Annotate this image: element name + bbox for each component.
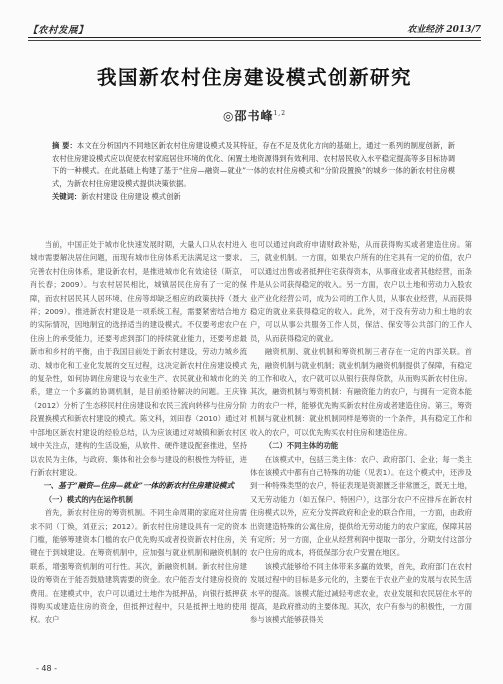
subsection-heading: （一）模式的内在运作机制 [44, 494, 133, 504]
abstract-text: 本文在分析国内不同地区新农村住房建设模式及其特征，存在不足及优化方向的基础上，通过一系列的制度创新，新农村住房建设模式应以促使农村家庭居住环境的优化、闲置土地资源得到有效利用、农村居民收入水平稳定提高等多目标协调下的一种模式。在此基础上构建了基于“住房—融资—就业”一体的农村住房模式和“分阶段置换”的城乡一体的新农村住房模式，为新农村住房建设模式提供决策依据。 [52, 141, 456, 189]
author-name: 邵书峰 [234, 109, 274, 123]
abstract-block [52, 140, 455, 204]
header-rule-thin [28, 40, 481, 41]
paragraph: 该模式能够给不同主体带来多赢的效果，首先，政府部门在农村发展过程中的目标是多元化的，主要在于农业产业的发展与农民生活水平的提高。该模式能过减轻考虑农业，农业发展和农民居住水平的提高，是政府推动的主要体现。其次，农户有参与的积极性，一方面参与该模式能够获得关 [250, 561, 472, 625]
abstract [52, 140, 455, 191]
paragraph: 首先，新农村住房的筹资机制。不同生命周期的家庭对住房需求不同（丁焕，刘亚云；2012）。新农村住房建设具有一定的资本门槛，能够筹建资本门槛的农户优先购买或者投资新农村住房，关键在于到城建设。在筹资机制中，应加强与就业机制和融资机制的联系，增强筹资机制的可行性。其次，新融资机制。新农村住房建设的筹资在于能否鼓励建筑需要的资金。农户能否支付建房投资的费用。在建模式中，农户可以通过土地作为抵押品，向银行抵押获得购买或建造住房的资金，但抵押过程中，只是抵押土地的使用权。农户 [30, 508, 247, 625]
keywords-text: 新农村建设 住房建设 模式创新 [81, 191, 181, 201]
abstract-label: 摘 要： [52, 141, 77, 150]
page-number: - 48 - [36, 664, 58, 673]
left-column [30, 238, 247, 627]
subsection-heading: （二）不同主体的功能 [264, 441, 339, 451]
journal-issue: 农业经济 2013/7 [407, 25, 481, 35]
keywords [52, 191, 455, 204]
paragraph: 也可以通过向政府申请财政补贴，从而获得购买或者建造住房。第三，就业机制。一方面，如果农户所有的住宅具有一定的价值，农户可以通过出售或者抵押住宅获得资本，从事商业或者其他经营，而条件是从公司获得稳定的收入。另一方面，农户以土地和劳动力入股农业产业化经营公司，成为公司的工作人员，从事农业经营，从而获得稳定的就业来获得稳定的收入。此外，对于没有劳动力和土地的农户，可以从事公共服务工作人员，保洁、保安等公共部门的工作人员，从而获得稳定的就业。 [250, 240, 472, 343]
paragraph: 当前，中国正处于城市化快速发展时期，大量人口从农村进入城市需要解决居住问题，而现有城市住房体系无法满足这一要求。完善农村住房体系，建设新农村，是推进城市化有效途径（斯京，肖长春；2009）。与农村居民相比，城镇居民住房有了一定的保障，而农村居民其人居环境、住房等却缺乏相应的政策扶持（聂大祥；2009）。推进新农村建设是一项系统工程，需要紧密结合地方的实际情况，因地制宜的选择适当的建设模式。不仅要考虑农户在住房上的承受能力，还要考虑到部门的持续就业能力，还要考虑最新市和乡村的平衡，由于我国目前处于新农村建设，劳动力城乡流动、城市化和工业化发展的交互过程，这决定新农村住房建设模式的复杂性，如何协调住房建设与农业生产、农民就业和城市化的关系，建立一个多赢的协调机制，是目前亟待解决的问题。王庆锋（2012）分析了生态移民村住房建设和农民三流向转移与住房分阶段置换模式和新农村建设的模式。陈文科，刘田春（2010）通过对中部地区新农村建设的经验总结，认为应该通过对城镇和新农村区域中关注点，建构的生活设施，从软件、硬件建设配套推进，坚持以农民为主体，与政府、集体和社会参与建设的积极性为特征，进行新农村建设。 [30, 240, 247, 477]
section-label: 【农村发展】 [28, 25, 89, 36]
article-title: 我国新农村住房建设模式创新研究 [96, 66, 412, 89]
keywords-label: 关键词： [52, 191, 82, 201]
author-mark: ◎ [222, 109, 235, 123]
header-rule-thick [28, 37, 481, 38]
paragraph: 融资机制、就业机制和筹资机制三者存在一定的内部关联。首先，融资机制与就业机制；就业机制为融资机制提供了保障，有稳定的工作和收入，农户就可以从银行获得贷款，从而购买新农村住房。其次，融资机制与筹资机制：有融资能力的农户，与拥有一定资本能力的农户一样，能够优先购买新农村住房或者建造住房。第三，筹资机制与就业机制：就业机制同样是筹资的一个条件，具有稳定工作和收入的农户，可以优先购买农村住房和建造住房。 [250, 347, 472, 437]
author-line [28, 107, 481, 124]
paragraph: 在该模式中，包括三类主体：农户、政府部门、企业；每一类主体在该模式中都有自己特殊的功能（见表1）。在这个模式中，还涉及到一种特殊类型的农户，特征表现是资源匮乏非常匮乏，既无土地，又无劳动能力（如五保户、特困户），这部分农户不应排斥在新农村住房模式以外，应充分发挥政府和企业的联合作用，一方面，由政府出资建造特殊的公寓住房，提供给无劳动能力的农户家庭，保障其居有定所；另一方面，企业从经营利润中提取一部分，分期支付这部分农户住房的成本，将低保部分农户安置在地区。 [250, 454, 472, 558]
running-header [28, 22, 481, 36]
right-column [250, 238, 472, 627]
section-heading: 一、基于“融资—住房—就业”一体的新农村住房建设模式 [43, 481, 234, 491]
author-affiliation: 1,2 [273, 110, 287, 117]
